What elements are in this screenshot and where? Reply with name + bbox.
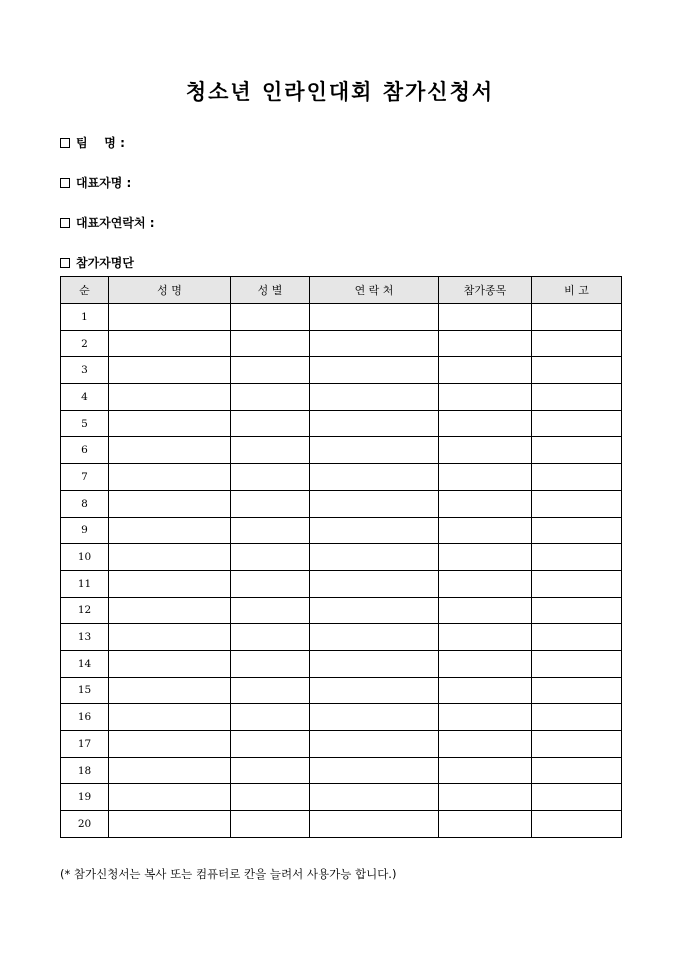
contact-cell[interactable] [310, 650, 439, 677]
name-cell[interactable] [109, 597, 231, 624]
event-cell[interactable] [439, 357, 532, 384]
table-row [61, 437, 622, 464]
row-number: 12 [61, 597, 109, 624]
contact-cell[interactable] [310, 410, 439, 437]
table-row [61, 650, 622, 677]
row-number: 14 [61, 650, 109, 677]
gender-cell[interactable] [231, 811, 310, 838]
name-cell[interactable] [109, 357, 231, 384]
table-row [61, 464, 622, 491]
event-cell[interactable] [439, 731, 532, 758]
table-row [61, 357, 622, 384]
remarks-cell[interactable] [532, 757, 622, 784]
header-name: 성 명 [109, 277, 231, 304]
name-cell[interactable] [109, 811, 231, 838]
contact-cell[interactable] [310, 757, 439, 784]
remarks-cell[interactable] [532, 677, 622, 704]
event-cell[interactable] [439, 704, 532, 731]
contact-cell[interactable] [310, 811, 439, 838]
gender-cell[interactable] [231, 784, 310, 811]
event-cell[interactable] [439, 624, 532, 651]
contact-cell[interactable] [310, 544, 439, 571]
contact-cell[interactable] [310, 677, 439, 704]
contact-cell[interactable] [310, 464, 439, 491]
row-number: 1 [61, 304, 109, 331]
contact-cell[interactable] [310, 357, 439, 384]
remarks-cell[interactable] [532, 597, 622, 624]
gender-cell[interactable] [231, 731, 310, 758]
representative-field [60, 174, 131, 191]
name-cell[interactable] [109, 784, 231, 811]
table-row [61, 757, 622, 784]
name-cell[interactable] [109, 490, 231, 517]
table-row [61, 677, 622, 704]
event-cell[interactable] [439, 597, 532, 624]
participant-table [60, 276, 622, 838]
row-number: 6 [61, 437, 109, 464]
table-row [61, 330, 622, 357]
row-number: 8 [61, 490, 109, 517]
row-number: 3 [61, 357, 109, 384]
footnote: (* 참가신청서는 복사 또는 컴퓨터로 칸을 늘려서 사용가능 합니다.) [60, 867, 397, 881]
header-event: 참가종목 [439, 277, 532, 304]
contact-cell[interactable] [310, 784, 439, 811]
table-row [61, 544, 622, 571]
row-number: 13 [61, 624, 109, 651]
remarks-cell[interactable] [532, 464, 622, 491]
remarks-cell[interactable] [532, 410, 622, 437]
name-cell[interactable] [109, 517, 231, 544]
header-gender: 성 별 [231, 277, 310, 304]
remarks-cell[interactable] [532, 544, 622, 571]
row-number: 4 [61, 384, 109, 411]
contact-cell[interactable] [310, 490, 439, 517]
row-number: 20 [61, 811, 109, 838]
table-row [61, 704, 622, 731]
gender-cell[interactable] [231, 544, 310, 571]
gender-cell[interactable] [231, 517, 310, 544]
representative-contact-label: 대표자연락처 : [76, 216, 155, 230]
gender-cell[interactable] [231, 330, 310, 357]
contact-cell[interactable] [310, 704, 439, 731]
table-row [61, 304, 622, 331]
row-number: 15 [61, 677, 109, 704]
gender-cell[interactable] [231, 704, 310, 731]
remarks-cell[interactable] [532, 784, 622, 811]
contact-cell[interactable] [310, 517, 439, 544]
event-cell[interactable] [439, 304, 532, 331]
event-cell[interactable] [439, 677, 532, 704]
contact-cell[interactable] [310, 330, 439, 357]
remarks-cell[interactable] [532, 811, 622, 838]
remarks-cell[interactable] [532, 437, 622, 464]
table-row [61, 811, 622, 838]
table-header-row [61, 277, 622, 304]
contact-cell[interactable] [310, 437, 439, 464]
participant-list-label: 참가자명단 [76, 256, 134, 270]
remarks-cell[interactable] [532, 624, 622, 651]
gender-cell[interactable] [231, 437, 310, 464]
event-cell[interactable] [439, 811, 532, 838]
table-row [61, 784, 622, 811]
row-number: 19 [61, 784, 109, 811]
event-cell[interactable] [439, 784, 532, 811]
remarks-cell[interactable] [532, 304, 622, 331]
gender-cell[interactable] [231, 490, 310, 517]
gender-cell[interactable] [231, 357, 310, 384]
event-cell[interactable] [439, 544, 532, 571]
row-number: 10 [61, 544, 109, 571]
representative-contact-field [60, 214, 155, 231]
table-row [61, 731, 622, 758]
header-contact: 연 락 처 [310, 277, 439, 304]
name-cell[interactable] [109, 384, 231, 411]
contact-cell[interactable] [310, 597, 439, 624]
checkbox-icon [60, 178, 70, 188]
header-remarks: 비 고 [532, 277, 622, 304]
table-row [61, 624, 622, 651]
remarks-cell[interactable] [532, 384, 622, 411]
name-cell[interactable] [109, 330, 231, 357]
event-cell[interactable] [439, 757, 532, 784]
row-number: 9 [61, 517, 109, 544]
table-row [61, 490, 622, 517]
event-cell[interactable] [439, 650, 532, 677]
gender-cell[interactable] [231, 757, 310, 784]
name-cell[interactable] [109, 677, 231, 704]
remarks-cell[interactable] [532, 570, 622, 597]
remarks-cell[interactable] [532, 704, 622, 731]
row-number: 5 [61, 410, 109, 437]
header-number: 순 [61, 277, 109, 304]
contact-cell[interactable] [310, 731, 439, 758]
row-number: 18 [61, 757, 109, 784]
remarks-cell[interactable] [532, 357, 622, 384]
name-cell[interactable] [109, 464, 231, 491]
name-cell[interactable] [109, 650, 231, 677]
event-cell[interactable] [439, 570, 532, 597]
contact-cell[interactable] [310, 304, 439, 331]
remarks-cell[interactable] [532, 490, 622, 517]
checkbox-icon [60, 218, 70, 228]
representative-label: 대표자명 : [76, 176, 132, 190]
row-number: 17 [61, 731, 109, 758]
name-cell[interactable] [109, 410, 231, 437]
row-number: 7 [61, 464, 109, 491]
gender-cell[interactable] [231, 384, 310, 411]
event-cell[interactable] [439, 517, 532, 544]
name-cell[interactable] [109, 757, 231, 784]
event-cell[interactable] [439, 384, 532, 411]
team-name-field [60, 134, 125, 151]
gender-cell[interactable] [231, 650, 310, 677]
event-cell[interactable] [439, 410, 532, 437]
table-row [61, 384, 622, 411]
gender-cell[interactable] [231, 624, 310, 651]
table-row [61, 410, 622, 437]
name-cell[interactable] [109, 624, 231, 651]
participant-list-heading [60, 254, 134, 271]
name-cell[interactable] [109, 304, 231, 331]
remarks-cell[interactable] [532, 517, 622, 544]
contact-cell[interactable] [310, 624, 439, 651]
name-cell[interactable] [109, 731, 231, 758]
gender-cell[interactable] [231, 410, 310, 437]
row-number: 2 [61, 330, 109, 357]
event-cell[interactable] [439, 330, 532, 357]
checkbox-icon [60, 138, 70, 148]
gender-cell[interactable] [231, 464, 310, 491]
table-row [61, 570, 622, 597]
gender-cell[interactable] [231, 597, 310, 624]
name-cell[interactable] [109, 544, 231, 571]
remarks-cell[interactable] [532, 731, 622, 758]
gender-cell[interactable] [231, 570, 310, 597]
name-cell[interactable] [109, 570, 231, 597]
gender-cell[interactable] [231, 677, 310, 704]
gender-cell[interactable] [231, 304, 310, 331]
remarks-cell[interactable] [532, 650, 622, 677]
table-row [61, 597, 622, 624]
contact-cell[interactable] [310, 384, 439, 411]
remarks-cell[interactable] [532, 330, 622, 357]
event-cell[interactable] [439, 490, 532, 517]
team-name-label: 팀 명 : [76, 136, 125, 150]
checkbox-icon [60, 258, 70, 268]
contact-cell[interactable] [310, 570, 439, 597]
event-cell[interactable] [439, 464, 532, 491]
page-title: 청소년 인라인대회 참가신청서 [185, 79, 495, 104]
event-cell[interactable] [439, 437, 532, 464]
row-number: 16 [61, 704, 109, 731]
table-row [61, 517, 622, 544]
row-number: 11 [61, 570, 109, 597]
name-cell[interactable] [109, 437, 231, 464]
name-cell[interactable] [109, 704, 231, 731]
